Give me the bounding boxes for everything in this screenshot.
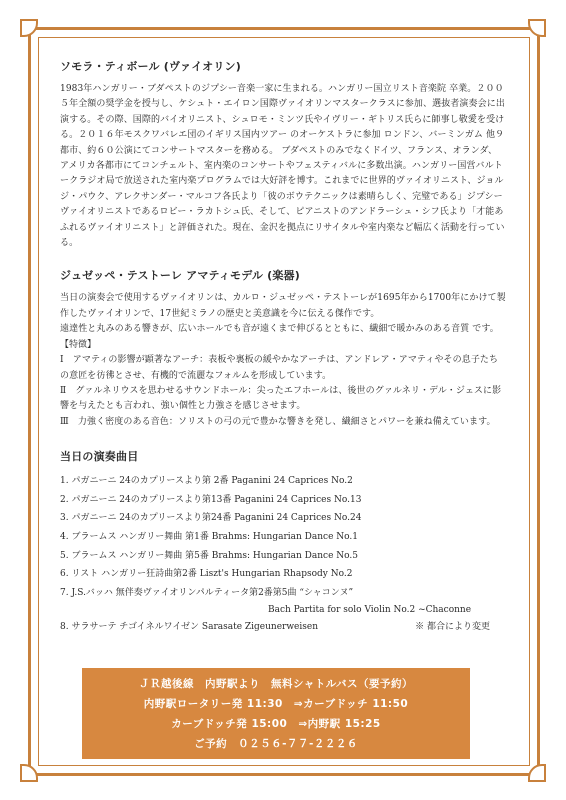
performer-heading: ソモラ・ティボール (ヴァイオリン) [60,60,241,73]
program-item-subtitle: Bach Partita for solo Violin No.2 ~Chaconne [268,605,472,616]
program-item: 6. リスト ハンガリー狂詩曲第2番 Liszt's Hungarian Rhapsody No.2 [60,569,353,580]
instrument-tone: 遠達性と丸みのある響きが、広いホールでも音が遠くまで伸びるとともに、繊細で暖かみのある音質 です。 [60,324,499,335]
feature-item: Ⅰ アマティの影響が顕著なアーチ：表板や裏板の緩やかなアーチは、アンドレア・アマティやその息子たちの意匠を彷彿とさせ、有機的で流麗なフォルムを形成しています。 [60,355,499,381]
feature-item: Ⅱ グァルネリウスを思わせるサウンドホール：尖ったエフホールは、後世のグァルネリ・デル・ジェスに影響を与えたとも言われ、強い個性と力強さを感じさせます。 [60,385,502,412]
program-item [60,584,506,619]
program-heading: 当日の演奏曲目 [60,450,139,464]
program-item-title: 8. サラサーテ チゴイネルワイゼン Sarasate Zigeunerweisen [60,622,318,633]
features-label: 【特徴】 [60,339,97,350]
program-item: 5. ブラームス ハンガリー舞曲 第5番 Brahms: Hungarian Dance No.5 [60,550,358,561]
performer-section [60,58,506,251]
banner-line: カーブドッチ発 15:00 ⇒内野駅 15:25 [171,718,381,730]
program-item: 4. ブラームス ハンガリー舞曲 第1番 Brahms: Hungarian Dance No.1 [60,531,358,542]
instrument-heading: ジュゼッペ・テストーレ アマティモデル (楽器) [60,269,300,283]
program-item-title: 7. J.S.バッハ 無伴奏ヴァイオリンパルティータ第2番第5曲 “シャコンヌ” [60,587,354,598]
program-item: 3. パガニーニ 24のカプリースより第24番 Paganini 24 Caprices No.24 [60,513,362,524]
banner-phone: ご予約 ０２５６-７７-２２２６ [194,738,358,750]
program-list [60,472,506,637]
instrument-section [60,267,506,430]
change-note: ※ 都合により変更 [415,622,490,633]
instrument-intro: 当日の演奏会で使用するヴァイオリンは、カルロ・ジュゼッペ・テストーレが1695年から1700年にかけて製作したヴァイオリンで、17世紀ミラノの歴史と美意識を今に伝える傑作です。 [60,293,506,319]
banner-line: ＪＲ越後線 内野駅より 無料シャトルバス（要予約） [138,678,414,690]
program-section [60,448,506,637]
program-item: 1. パガニーニ 24のカプリースより第 2番 Paganini 24 Caprices No.2 [60,476,353,487]
performer-bio: 1983年ハンガリー・ブダペストのジプシー音楽一家に生まれる。ハンガリー国立リスト音楽院 卒業。２００５年全額の奨学金を授与し、ケシュト・エイロン国際ヴァイオリンマスタークラスに参加、選抜者演奏会に出演する。その際、国際的バイオリニスト、シュロモ・ミンツ氏やイヴリー・ギトリス氏らに師事し敬愛を受ける。２０１６年モスクワバレエ団のイギリス国内ツアー のオーケストラに参加 ロンドン、バーミンガム 他９都市、約６０公演にてコンサートマスターを務める。 ブダペストのみでなくドイツ、フランス、オランダ、アメリカ各都市にてコンチェルト、室内楽のコンサートやフェスティバルに多数出演。ハンガリー国営バルトークラジオ局で放送された室内楽プログラムでは大好評を博す。これまでに世界的ヴァイオリニスト、ジョルジ・パウク、アレクサンダー・マルコフ各氏より「彼のボウテクニックは素晴らしく、完璧である」ジプシーヴァイオリニストであるロビー・ラカトシュ氏、そして、ピアニストのアンドラーシュ・シフ氏より「才能あふれるヴァイオリニスト」と評価された。現在、金沢を拠点にリサイタルや室内楽など幅広く活動を行っている。 [60,84,505,249]
feature-item: Ⅲ 力強く密度のある音色：ソリストの弓の元で豊かな響きを発し、繊細さとパワーを兼ね備えています。 [60,416,496,427]
banner-line: 内野駅ロータリー発 11:30 ⇒カーブドッチ 11:50 [143,698,409,710]
program-item: 2. パガニーニ 24のカプリースより第13番 Paganini 24 Caprices No.13 [60,494,362,505]
features-list [60,338,506,430]
document-content [60,58,506,637]
shuttle-bus-banner [82,668,470,759]
program-item [60,618,506,637]
